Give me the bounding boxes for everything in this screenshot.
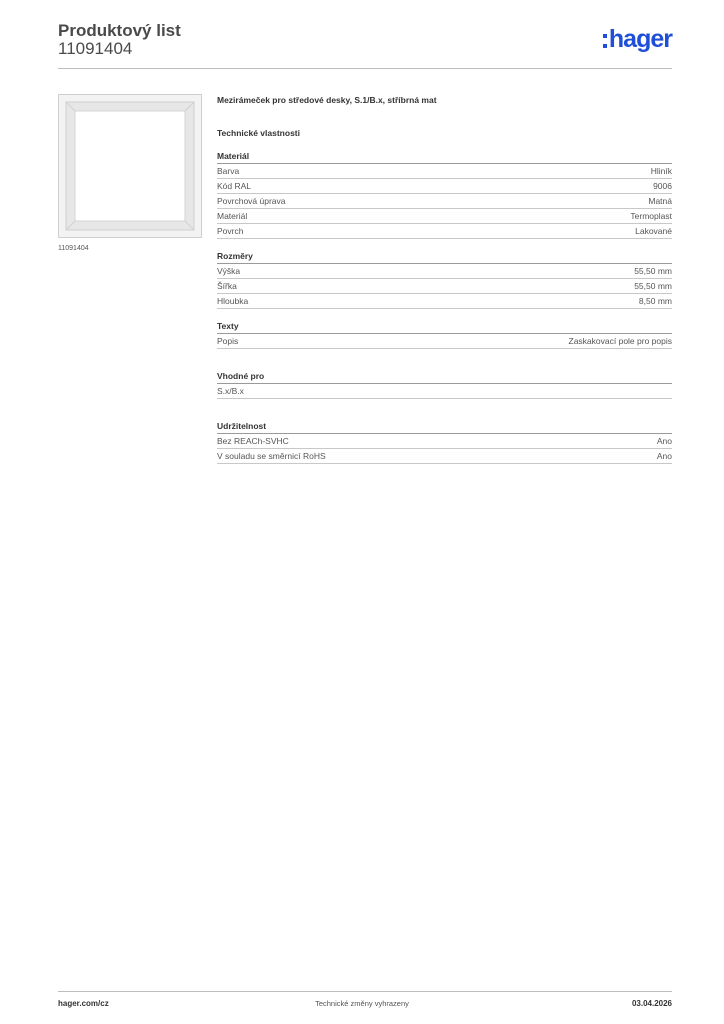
row-label: Popis (217, 336, 239, 346)
header-divider (58, 68, 672, 69)
row-value: Matná (648, 196, 672, 206)
hager-logo[interactable] (603, 27, 672, 52)
row-value: Hliník (650, 166, 672, 176)
row-label: Materiál (217, 211, 248, 221)
page-title: Produktový list (58, 21, 181, 40)
group-heading-texts: Texty (217, 321, 672, 334)
logo-dots-icon (603, 34, 607, 48)
row-value: Ano (656, 436, 672, 446)
table-row (217, 264, 672, 279)
row-label: Výška (217, 266, 241, 276)
row-label: V souladu se směrnicí RoHS (217, 451, 326, 461)
row-value: Termoplast (630, 211, 672, 221)
logo-text: hager (608, 25, 672, 53)
section-technical: Technické vlastnosti (217, 128, 300, 138)
footer-website-link[interactable]: hager.com/cz (58, 999, 109, 1008)
row-label: S.x/B.x (217, 386, 244, 396)
frame-image-icon (59, 95, 201, 237)
row-value: Zaskakovací pole pro popis (568, 336, 672, 346)
table-row (217, 294, 672, 309)
product-details (217, 95, 672, 464)
footer-divider (58, 991, 672, 992)
row-value: Lakované (635, 226, 672, 236)
table-row (217, 179, 672, 194)
row-label: Bez REACh-SVHC (217, 436, 289, 446)
row-label: Povrch (217, 226, 244, 236)
group-heading-suitable-for: Vhodné pro (217, 371, 672, 384)
row-value: Ano (656, 451, 672, 461)
product-code: 11091404 (58, 39, 133, 58)
table-row (217, 224, 672, 239)
group-heading-material: Materiál (217, 151, 672, 164)
row-label: Hloubka (217, 296, 249, 306)
row-value: 55,50 mm (634, 266, 672, 276)
row-value: 55,50 mm (634, 281, 672, 291)
table-row (217, 334, 672, 349)
footer-date: 03.04.2026 (631, 999, 672, 1008)
footer-disclaimer: Technické změny vyhrazeny (315, 999, 409, 1008)
row-label: Barva (217, 166, 240, 176)
group-heading-sustainability: Udržitelnost (217, 421, 672, 434)
table-row (217, 209, 672, 224)
row-value: 8,50 mm (638, 296, 672, 306)
table-row (217, 384, 672, 399)
product-image (58, 94, 202, 238)
table-row (217, 194, 672, 209)
table-row (217, 279, 672, 294)
product-title: Mezirámeček pro středové desky, S.1/B.x, stříbrná mat (217, 95, 437, 105)
table-row (217, 164, 672, 179)
table-row (217, 434, 672, 449)
row-label: Povrchová úprava (217, 196, 286, 206)
row-value: 9006 (653, 181, 672, 191)
group-heading-dimensions: Rozměry (217, 251, 672, 264)
image-caption: 11091404 (58, 245, 89, 252)
row-label: Kód RAL (217, 181, 252, 191)
row-label: Šířka (217, 281, 237, 291)
table-row (217, 449, 672, 464)
